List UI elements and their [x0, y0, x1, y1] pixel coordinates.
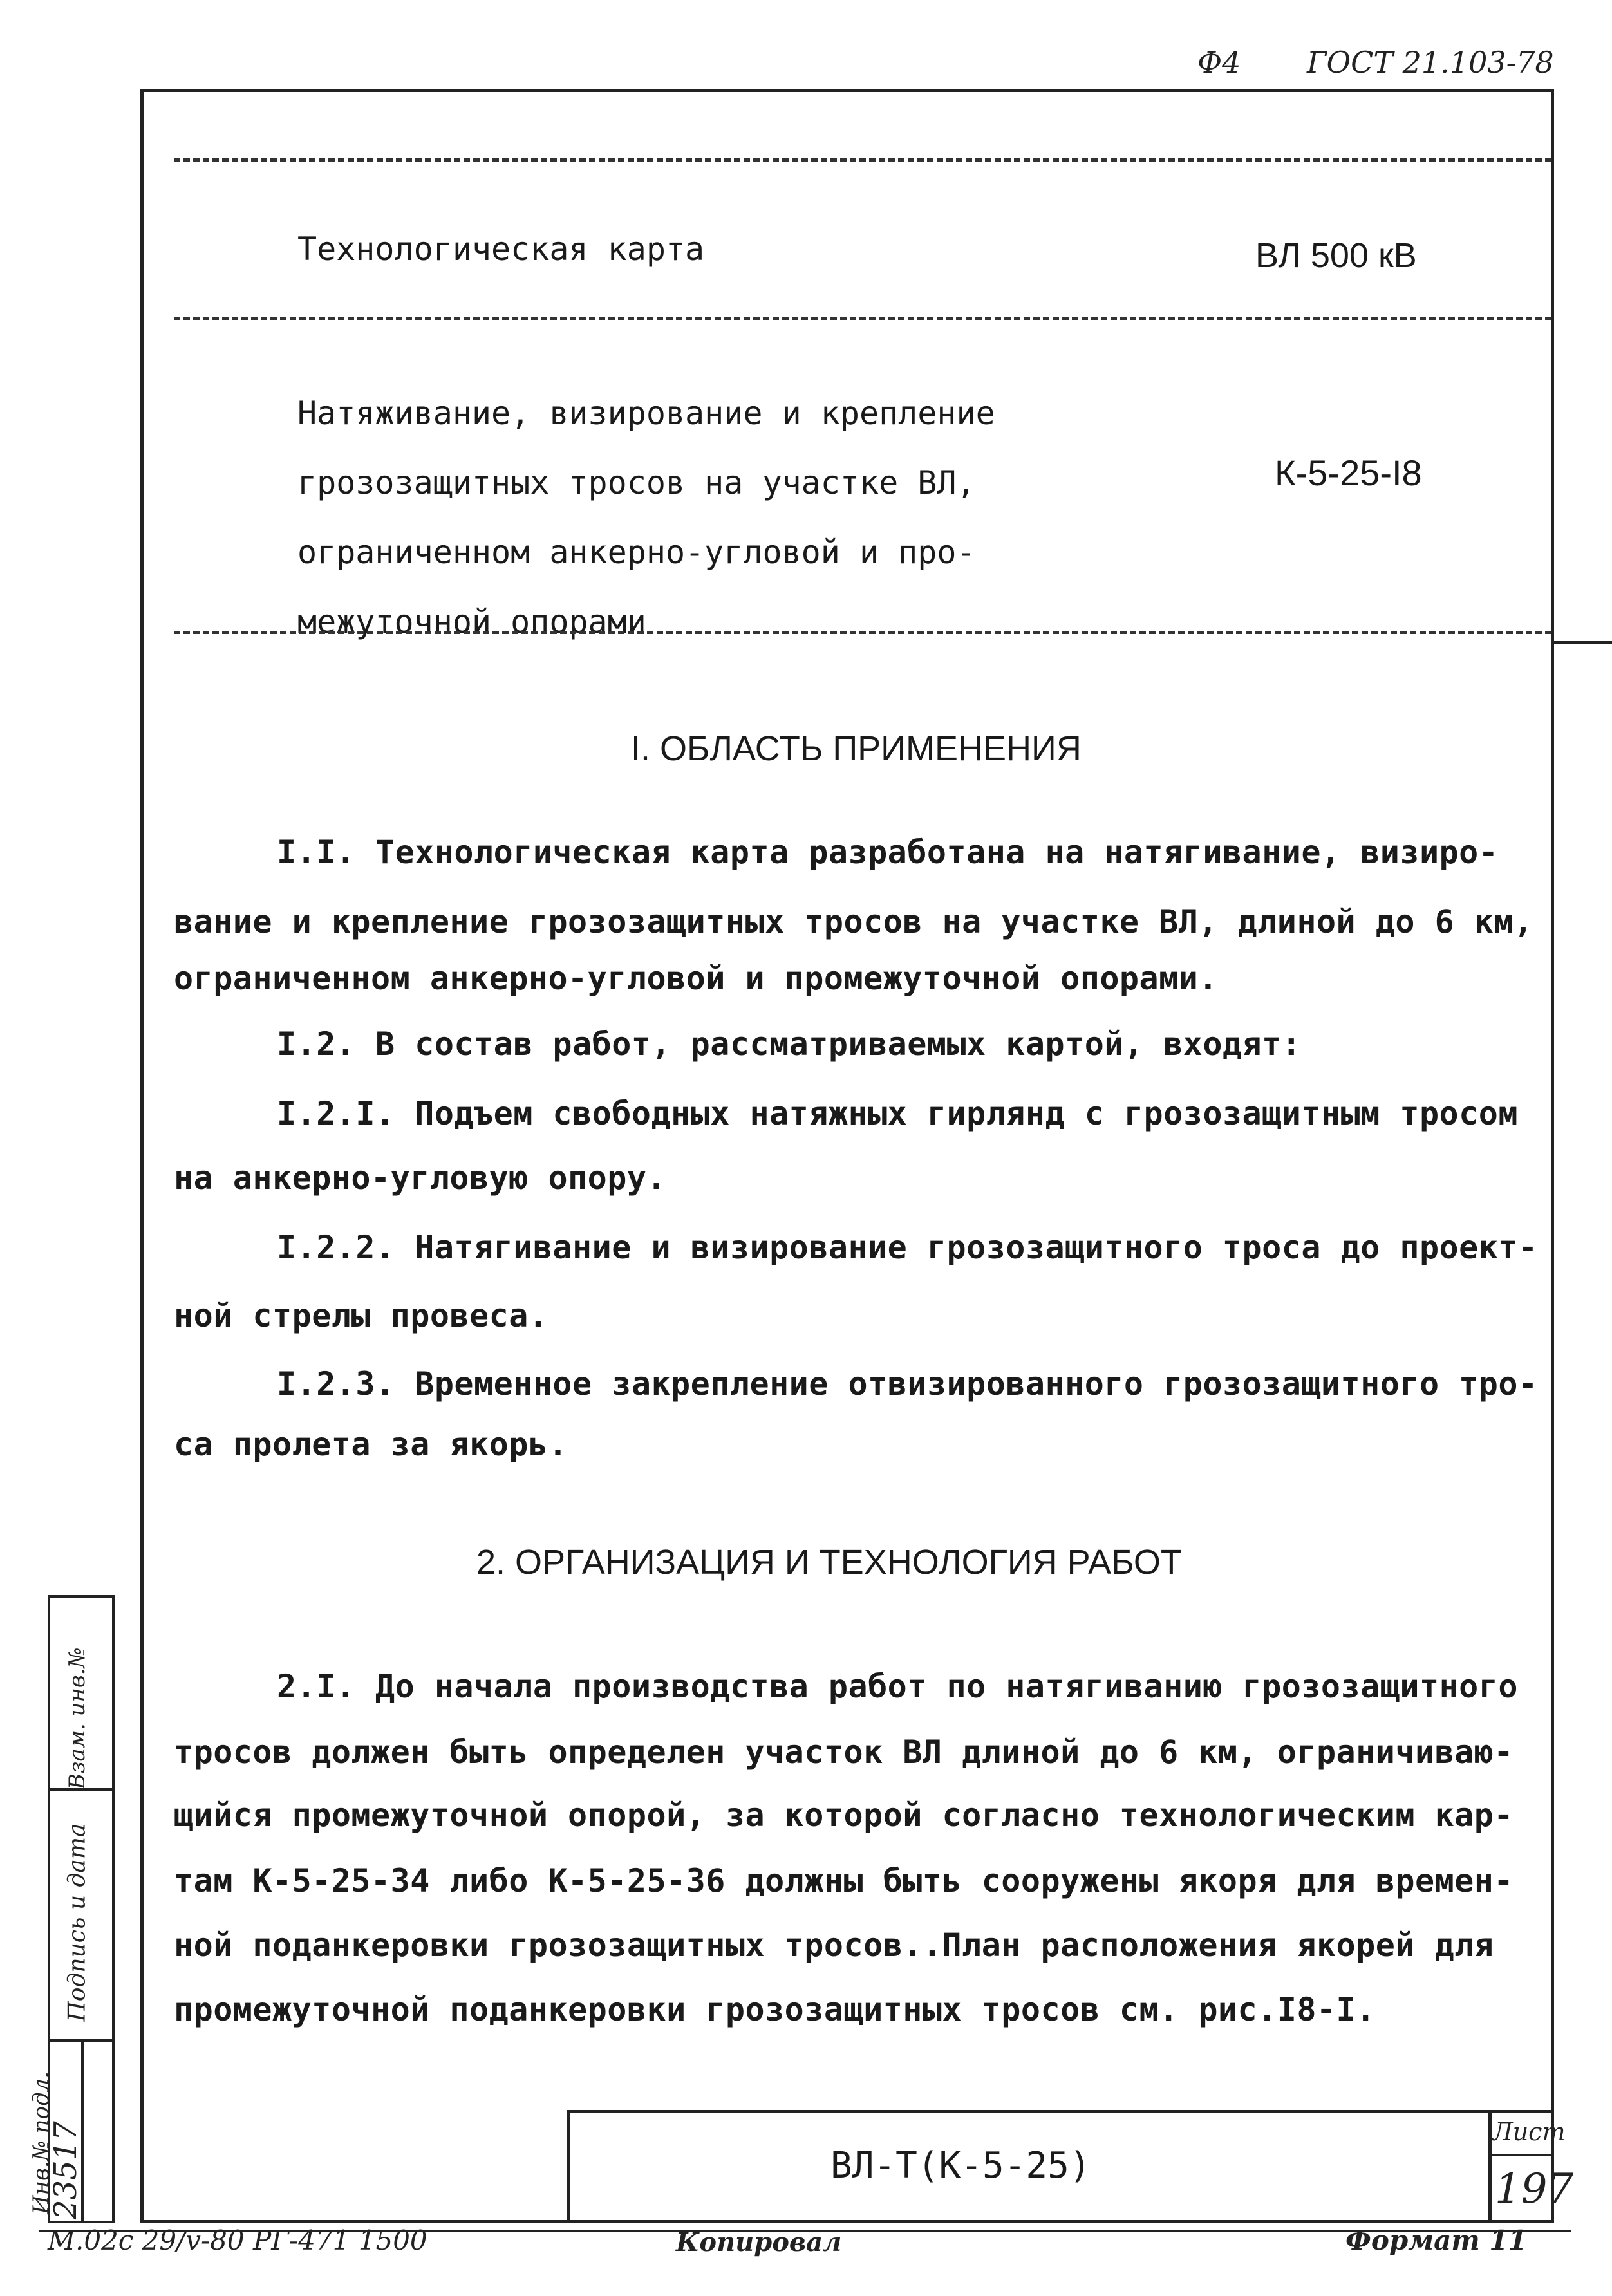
card-code: К-5-25-I8 — [1275, 453, 1422, 493]
line-class: ВЛ 500 кВ — [1255, 236, 1417, 275]
title-block-code: ВЛ-Т(К-5-25) — [830, 2145, 1091, 2187]
paragraph-line: промежуточной поданкеровки грозозащитных тросов см. рис.I8-I. — [174, 1991, 1376, 2028]
paragraph-line: тросов должен быть определен участок ВЛ длиной до 6 км, ограничиваю- — [174, 1733, 1514, 1771]
paragraph-line: там К-5-25-34 либо К-5-25-36 должны быть сооружены якоря для времен- — [174, 1862, 1514, 1899]
divider-header — [174, 317, 1551, 320]
section2-heading: 2. ОРГАНИЗАЦИЯ И ТЕХНОЛОГИЯ РАБОТ — [476, 1543, 1182, 1582]
paragraph-line: I.2.I. Подъем свободных натяжных гирлянд с грозозащитным тросом — [277, 1095, 1518, 1132]
edge-mark — [1554, 641, 1612, 644]
paragraph-line: ограниченном анкерно-угловой и промежуточной опорами. — [174, 960, 1218, 997]
card-title — [297, 378, 995, 657]
page-ref-annotation: Ф4 — [1197, 45, 1241, 80]
divider-title — [174, 631, 1551, 634]
sheet-number: 197 — [1495, 2165, 1574, 2213]
paragraph-line: щийся промежуточной опорой, за которой согласно технологическим кар- — [174, 1797, 1514, 1834]
section1-heading: I. ОБЛАСТЬ ПРИМЕНЕНИЯ — [631, 729, 1082, 768]
stamp-inv-label: Инв.№ подл. — [28, 2071, 54, 2214]
paragraph-line: на анкерно-угловую опору. — [174, 1159, 667, 1197]
paragraph-line: I.2.2. Натягивание и визирование грозозащитного троса до проект- — [277, 1229, 1538, 1266]
stamp-sign-label: Подпись и дата — [64, 1823, 91, 2022]
card-title-line: межуточной опорами — [297, 603, 646, 640]
paragraph-line: I.I. Технологическая карта разработана на натягивание, визиро- — [277, 834, 1499, 871]
paragraph-line: ной поданкеровки грозозащитных тросов..План расположения якорей для — [174, 1927, 1494, 1964]
paragraph-line: са пролета за якорь. — [174, 1426, 568, 1463]
paragraph-line: вание и крепление грозозащитных тросов на участке ВЛ, длиной до 6 км, — [174, 903, 1533, 940]
divider-top — [174, 158, 1551, 162]
paragraph-line: I.2.3. Временное закрепление отвизированного грозозащитного тро- — [277, 1365, 1538, 1403]
paragraph-line: I.2. В состав работ, рассматриваемых картой, входят: — [277, 1025, 1302, 1063]
footer-left-note: М.02с 29/v-80 РГ-471 1500 — [48, 2225, 427, 2256]
card-title-line: ограниченном анкерно-угловой и про- — [297, 534, 976, 571]
paragraph-line: 2.I. До начала производства работ по натягиванию грозозащитного — [277, 1668, 1518, 1705]
footer-format: Формат 11 — [1345, 2225, 1527, 2256]
sheet-label: Лист — [1492, 2118, 1566, 2146]
card-title-line: Натяживание, визирование и крепление — [297, 395, 995, 432]
standard-annotation: ГОСТ 21.103-78 — [1307, 45, 1554, 80]
stamp-inv-number: 23517 — [48, 2121, 84, 2219]
paragraph-line: ной стрелы провеса. — [174, 1297, 548, 1334]
footer-copied: Копировал — [676, 2227, 842, 2257]
doc-type: Технологическая карта — [297, 230, 705, 268]
card-title-line: грозозащитных тросов на участке ВЛ, — [297, 464, 976, 501]
sheet-divider — [1488, 2154, 1554, 2156]
stamp-replace-label: Взам. инв.№ — [64, 1647, 90, 1789]
